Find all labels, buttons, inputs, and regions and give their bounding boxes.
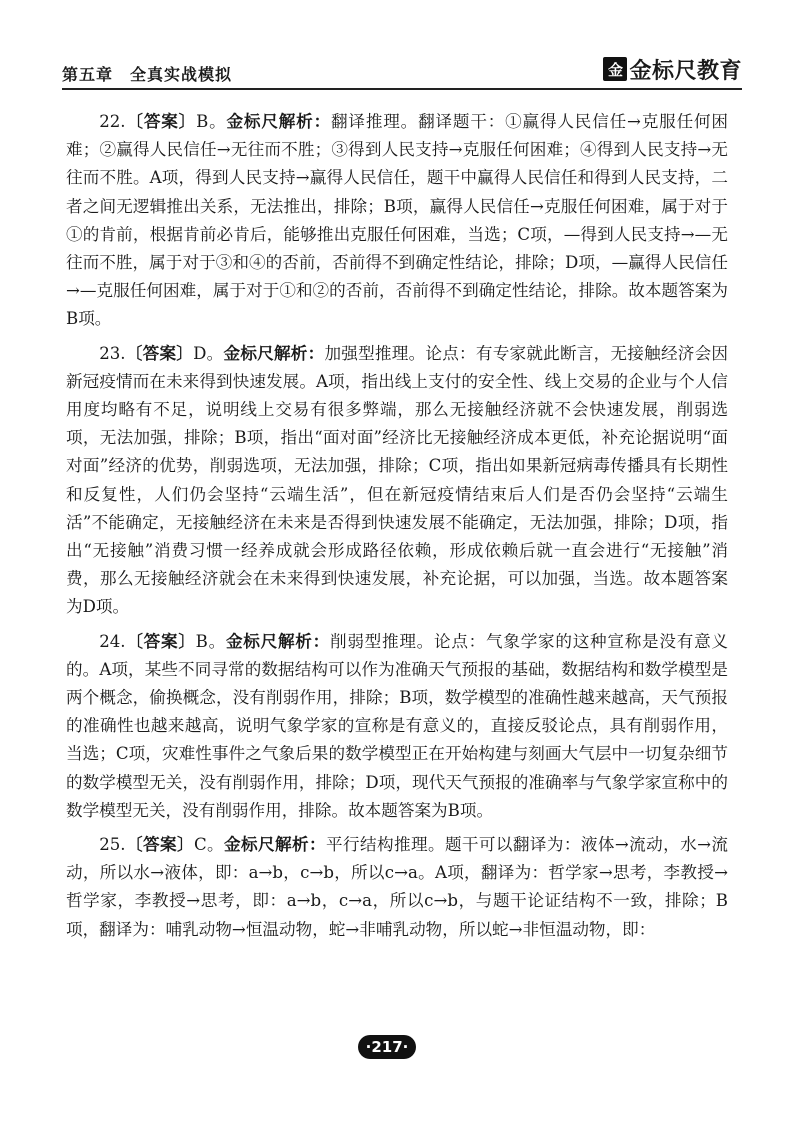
answer-list xyxy=(66,108,728,950)
answer-25 xyxy=(66,831,728,944)
answer-number: 23. xyxy=(99,343,126,363)
answer-label: 〔答案〕 xyxy=(125,631,196,651)
answer-23 xyxy=(66,340,728,622)
analysis-text: 削弱型推理。论点：气象学家的这种宣称是没有意义的。A项，某些不同寻常的数据结构可以作为准确天气预报的基础，数据结构和数学模型是两个概念，偷换概念，没有削弱作用，排除；B项，数学模型的准确性越来越高，天气预报的准确性也越来越高，说明气象学家的宣称是有意义的，直接反驳论点，具有削弱作用，当选；C项，灾难性事件之气象后果的数学模型正在开始构建与刻画大气层中一切复杂细节的数学模型无关，没有削弱作用，排除；D项，现代天气预报的准确率与气象学家宣称中的数学模型无关，没有削弱作用，排除。故本题答案为B项。 xyxy=(66,631,729,820)
brand-name: 金标尺教育 xyxy=(629,58,742,84)
page-header xyxy=(62,52,742,86)
analysis-text: 加强型推理。论点：有专家就此断言，无接触经济会因新冠疫情而在未来得到快速发展。A项，指出线上支付的安全性、线上交易的企业与个人信用度均略有不足，说明线上交易有很多弊端，那么无接触经济就不会快速发展，削弱选项，无法加强，排除；B项，指出“面对面”经济比无接触经济成本更低，补充论据说明“面对面”经济的优势，削弱选项，无法加强，排除；C项，指出如果新冠病毒传播具有长期性和反复性，人们仍会坚持“云端生活”，但在新冠疫情结束后人们是否仍会坚持“云端生活”不能确定，无接触经济在未来是否得到快速发展不能确定，无法加强，排除；D项，指出“无接触”消费习惯一经养成就会形成路径依赖，形成依赖后就一直会进行“无接触”消费，那么无接触经济就会在未来得到快速发展，补充论据，可以加强，当选。故本题答案为D项。 xyxy=(66,343,729,617)
analysis-label: 金标尺解析： xyxy=(225,631,330,651)
header-divider xyxy=(62,88,742,90)
analysis-text: 翻译推理。翻译题干：①赢得人民信任→克服任何困难；②赢得人民信任→无往而不胜；③得到人民支持→克服任何困难；④得到人民支持→无往而不胜。A项，得到人民支持→赢得人民信任，题干中赢得人民信任和得到人民支持，二者之间无逻辑推出关系，无法推出，排除；B项，赢得人民信任→克服任何困难，属于对于①的肯前，根据肯前必肯后，能够推出克服任何困难，当选；C项，—得到人民支持→—无往而不胜，属于对于③和④的否前，否前得不到确定性结论，排除；D项，—赢得人民信任→—克服任何困难，属于对于①和②的否前，否前得不到确定性结论，排除。故本题答案为B项。 xyxy=(66,112,729,329)
answer-number: 22. xyxy=(99,112,126,131)
analysis-label: 金标尺解析： xyxy=(226,112,331,131)
chapter-title: 第五章 全真实战模拟 xyxy=(62,65,233,84)
answer-label: 〔答案〕 xyxy=(125,343,194,363)
answer-choice: B。 xyxy=(196,112,227,131)
answer-choice: B。 xyxy=(195,631,226,651)
answer-24 xyxy=(66,628,728,825)
answer-label: 〔答案〕 xyxy=(125,835,194,855)
answer-number: 25. xyxy=(99,835,126,855)
brand-mark-icon: 金 xyxy=(603,57,627,81)
brand-logo xyxy=(603,56,742,82)
answer-label: 〔答案〕 xyxy=(125,112,197,131)
analysis-label: 金标尺解析： xyxy=(223,343,325,363)
answer-22 xyxy=(66,108,728,334)
page-number: ·217· xyxy=(358,1035,416,1059)
analysis-text: 平行结构推理。题干可以翻译为：液体→流动，水→流动，所以水→液体，即：a→b，c→b，所以c→a。A项，翻译为：哲学家→思考，李教授→哲学家，李教授→思考，即：a→b，c→a，所以c→b，与题干论证结构不一致，排除；B项，翻译为：哺乳动物→恒温动物，蛇→非哺乳动物，所以蛇→非恒温动物，即： xyxy=(66,835,729,939)
answer-number: 24. xyxy=(99,631,126,651)
analysis-label: 金标尺解析： xyxy=(224,835,326,855)
answer-choice: C。 xyxy=(193,835,225,855)
answer-choice: D。 xyxy=(193,343,224,363)
